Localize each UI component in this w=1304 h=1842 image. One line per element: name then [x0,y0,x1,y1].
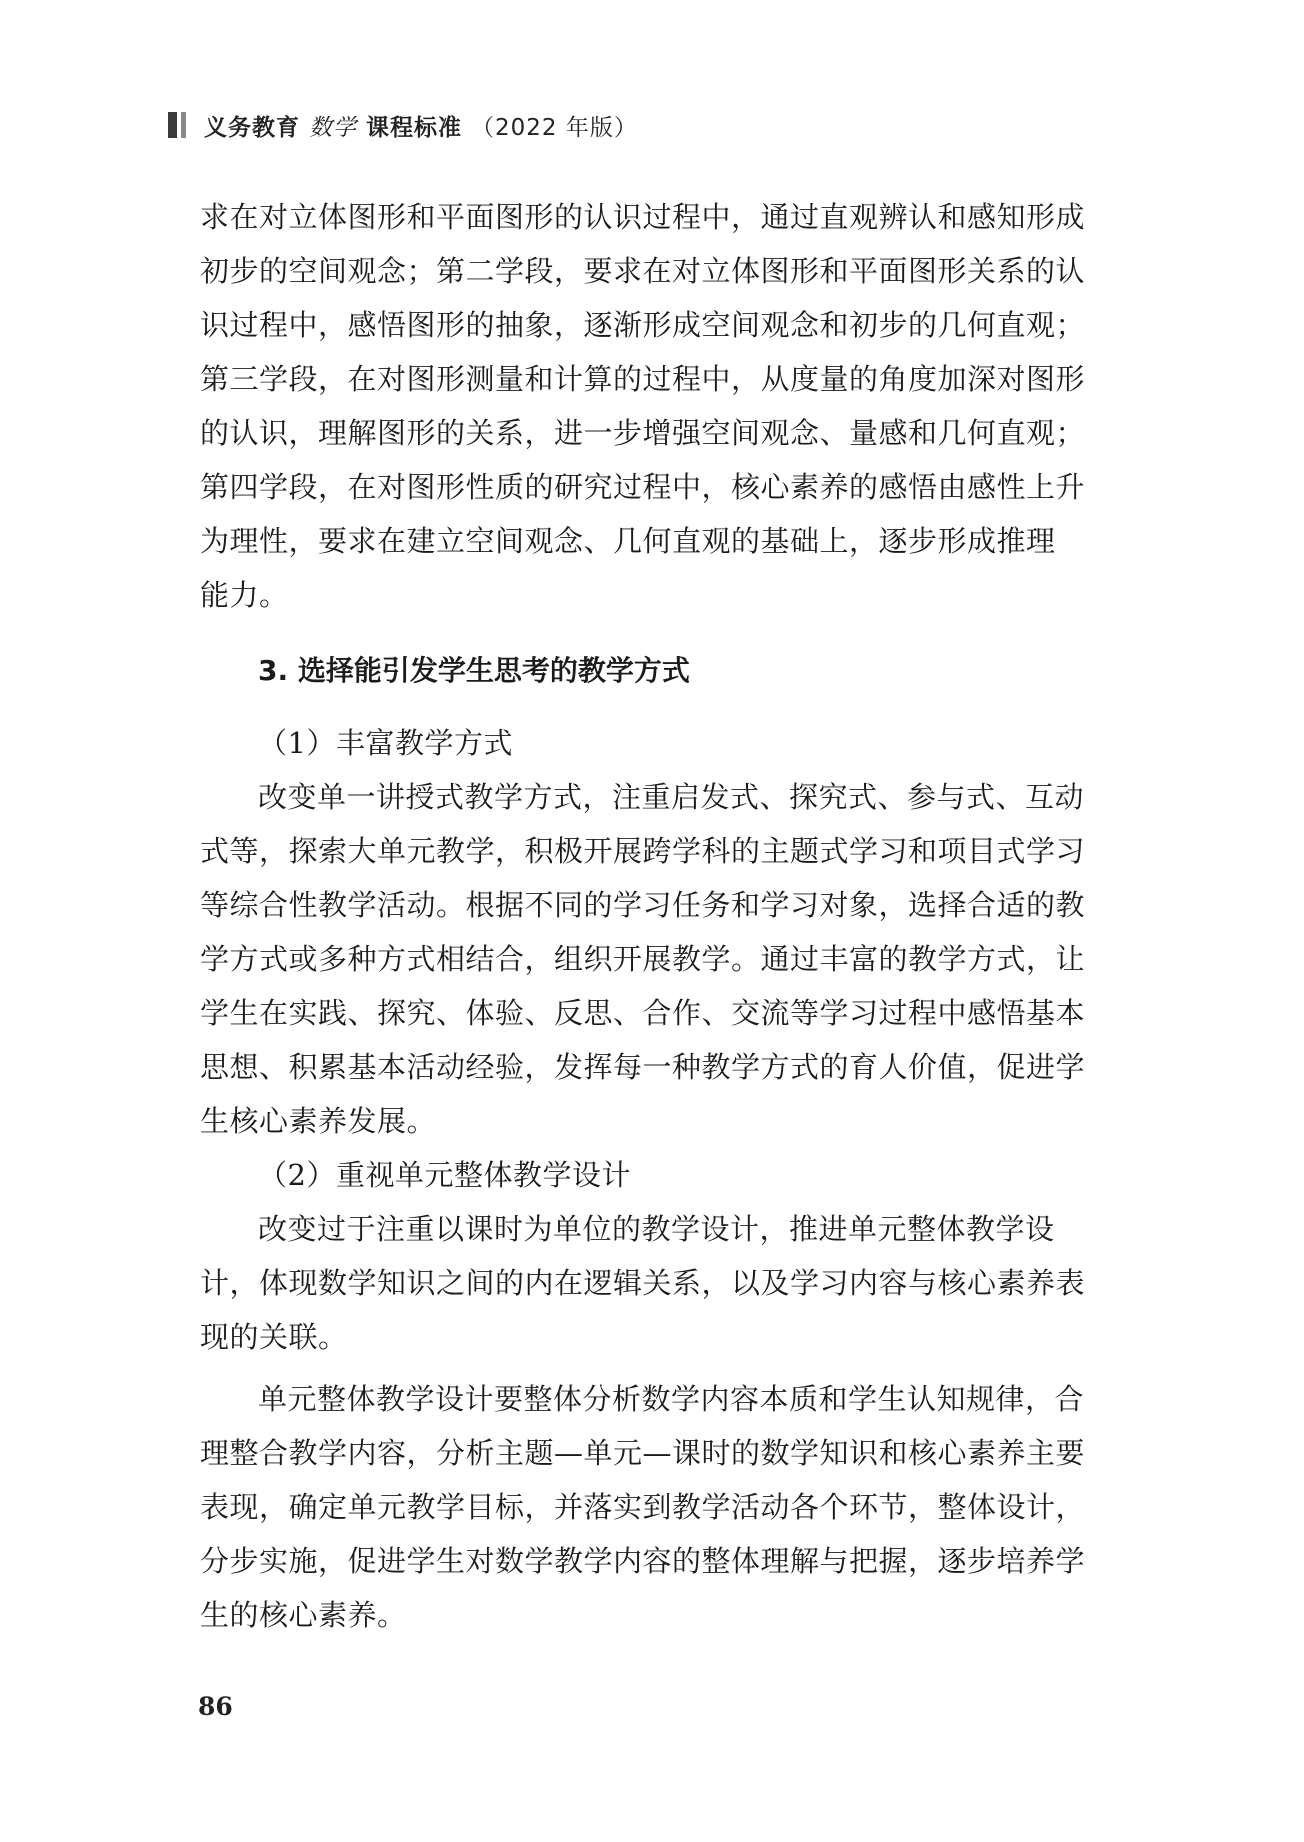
paragraph-line: 分步实施，促进学生对数学教学内容的整体理解与把握，逐步培养学 [200,1544,1086,1578]
paragraph-line: 单元整体教学设计要整体分析数学内容本质和学生认知规律，合 [258,1382,1085,1416]
paragraph-line: 式等，探索大单元教学，积极开展跨学科的主题式学习和项目式学习 [200,834,1086,868]
paragraph-line: 理整合教学内容，分析主题—单元—课时的数学知识和核心素养主要 [200,1436,1086,1470]
page-body [200,190,1114,1642]
subsection-rich-teaching [200,716,1114,1148]
paragraph-line: 生的核心素养。 [200,1598,407,1632]
paragraph-line: 改变单一讲授式教学方式，注重启发式、探究式、参与式、互动 [258,780,1085,814]
running-header [168,108,638,142]
paragraph-line: 第三学段，在对图形测量和计算的过程中，从度量的角度加深对图形 [200,362,1086,396]
subsection-heading: （1）丰富教学方式 [258,726,513,760]
paragraph-line: 的认识，理解图形的关系，进一步增强空间观念、量感和几何直观； [200,416,1086,450]
paragraph-line: 思想、积累基本活动经验，发挥每一种教学方式的育人价值，促进学 [200,1050,1086,1084]
paragraph-line: 现的关联。 [200,1320,348,1354]
header-bar-icon [168,112,190,138]
header-edition: （2022 年版） [471,114,638,141]
header-subject: 数学 [309,114,358,141]
paragraph-line: 计，体现数学知识之间的内在逻辑关系，以及学习内容与核心素养表 [200,1266,1086,1300]
intro-paragraph [200,190,1114,622]
paragraph-line: 识过程中，感悟图形的抽象，逐渐形成空间观念和初步的几何直观； [200,308,1086,342]
subsection-heading: （2）重视单元整体教学设计 [258,1158,631,1192]
header-bar-dark [168,112,177,138]
paragraph-line: 求在对立体图形和平面图形的认识过程中，通过直观辨认和感知形成 [200,200,1086,234]
subsection-unit-design [200,1148,1114,1642]
page-number: 86 [198,1692,233,1721]
paragraph-line: 生核心素养发展。 [200,1104,437,1138]
paragraph-line: 表现，确定单元教学目标，并落实到教学活动各个环节，整体设计， [200,1490,1086,1524]
paragraph-line: 学生在实践、探究、体验、反思、合作、交流等学习过程中感悟基本 [200,996,1086,1030]
paragraph-line: 学方式或多种方式相结合，组织开展教学。通过丰富的教学方式，让 [200,942,1086,976]
paragraph-line: 能力。 [200,578,289,612]
paragraph-line: 改变过于注重以课时为单位的教学设计，推进单元整体教学设 [258,1212,1055,1246]
header-title-part1: 义务教育 [204,114,310,141]
paragraph-line: 第四学段，在对图形性质的研究过程中，核心素养的感悟由感性上升 [200,470,1086,504]
header-title-part2: 课程标准 [357,114,472,141]
header-title [204,109,638,142]
paragraph-line: 等综合性教学活动。根据不同的学习任务和学习对象，选择合适的教 [200,888,1086,922]
paragraph-line: 为理性，要求在建立空间观念、几何直观的基础上，逐步形成推理 [200,524,1056,558]
header-bar-light [181,112,186,138]
section-heading: 3. 选择能引发学生思考的教学方式 [258,654,690,687]
paragraph-line: 初步的空间观念；第二学段，要求在对立体图形和平面图形关系的认 [200,254,1086,288]
